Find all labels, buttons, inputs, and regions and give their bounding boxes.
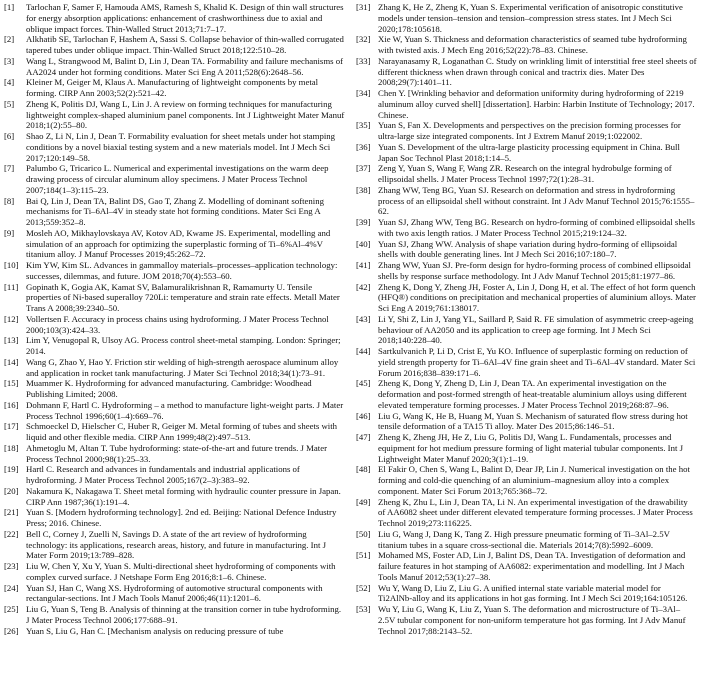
reference-entry <box>4 529 345 561</box>
reference-entry <box>4 583 345 605</box>
reference-number: [3] <box>4 55 15 66</box>
references-right-column <box>356 2 697 636</box>
reference-number: [34] <box>356 88 371 98</box>
reference-entry <box>356 411 697 433</box>
reference-number: [2] <box>4 34 15 45</box>
reference-text: Ahmetoglu M, Altan T. Tube hydroforming: state-of-the-art and future trends. J Mater Process Technol 2000;98(1):25–33. <box>26 442 328 464</box>
reference-entry <box>356 583 697 605</box>
reference-entry <box>4 400 345 422</box>
reference-entry <box>4 626 345 637</box>
reference-number: [1] <box>4 2 15 12</box>
reference-number: [18] <box>4 442 19 453</box>
reference-entry <box>4 604 345 626</box>
reference-entry <box>356 378 697 410</box>
reference-number: [9] <box>4 227 15 238</box>
reference-entry <box>4 131 345 163</box>
reference-entry <box>356 2 697 34</box>
reference-entry <box>356 314 697 346</box>
reference-text: Wu Y, Wang D, Liu Z, Liu G. A unified internal state variable material model for Ti2AlNb-alloy and its applications in hot gas forming. Int J Mech Sci 2019;164:105126. <box>378 582 688 604</box>
reference-entry <box>356 142 697 164</box>
reference-text: Zheng K, Zheng JH, He Z, Liu G, Politis DJ, Wang L. Fundamentals, processes and equipment for hot medium pressure forming of light material tubular components. Int J Lightweight Mater Manuf 2020;3(1):1–19. <box>378 432 683 464</box>
reference-text: Li Y, Shi Z, Lin J, Yang YL, Saillard P, Said R. FE simulation of asymmetric creep-ageing behaviour of AA2050 and its application to creep age forming. Int J Mech Sci 2018;140:228–40. <box>378 313 694 346</box>
reference-entry <box>4 314 345 336</box>
reference-entry <box>356 239 697 261</box>
reference-entry <box>356 163 697 185</box>
reference-entry <box>4 56 345 78</box>
reference-number: [45] <box>356 378 371 389</box>
reference-text: Bai Q, Lin J, Dean TA, Balint DS, Gao T, Zhang Z. Modelling of dominant softening mechanisms for Ti–6Al–4V in steady state hot forming conditions. Mater Sci Eng A 2013;559:352–8. <box>26 195 324 227</box>
reference-entry <box>356 550 697 582</box>
reference-entry <box>4 486 345 508</box>
reference-text: Zhang WW, Yuan SJ. Pre-form design for hydro-forming process of combined ellipsoidal shells by response surface methodology. Int J Adv Manuf Technol 2015;81:1977–86. <box>378 260 691 281</box>
reference-number: [8] <box>4 195 15 206</box>
reference-text: Liu G, Yuan S, Teng B. Analysis of thinning at the transition corner in tube hydroforming. J Mater Process Technol 2006;177:688–91. <box>26 604 342 625</box>
reference-text: Hartl C. Research and advances in fundamentals and industrial applications of hydroforming. J Mater Process Technol 2005;167(2–3):383–92. <box>26 464 300 485</box>
reference-entry <box>4 507 345 529</box>
reference-text: Vollertsen F. Accuracy in process chains using hydroforming. J Mater Process Technol 2000;103(3):424–33. <box>26 313 329 335</box>
reference-text: Yuan SJ, Zhang WW. Analysis of shape variation during hydro-forming of ellipsoidal shells with double generating lines. Int J Mech Sci 2016;107:180–7. <box>378 238 678 260</box>
reference-entry <box>4 228 345 260</box>
reference-entry <box>356 529 697 551</box>
reference-text: Xie W, Yuan S. Thickness and deformation characteristics of seamed tube hydroforming with twisted axis. J Mech Eng 2016;52(22):78–83. Chinese. <box>378 34 687 55</box>
reference-entry <box>356 346 697 378</box>
reference-entry <box>356 185 697 217</box>
reference-text: Kleiner M, Geiger M, Klaus A. Manufacturing of lightweight components by metal forming. CIRP Ann 2003;52(2):521–42. <box>26 77 319 98</box>
reference-number: [24] <box>4 582 19 593</box>
reference-text: Zhang K, He Z, Zheng K, Yuan S. Experimental verification of anisotropic constitutive models under tension–tension and tension–compression stress states. Int J Mech Sci 2020;178:105618. <box>378 2 683 34</box>
reference-entry <box>4 357 345 379</box>
reference-entry <box>356 56 697 88</box>
reference-text: Yuan S, Liu G, Han C. [Mechanism analysis on reducing pressure of tube <box>26 625 284 636</box>
reference-number: [40] <box>356 238 371 249</box>
reference-text: Wang L, Strangwood M, Balint D, Lin J, Dean TA. Formability and failure mechanisms of AA2024 under hot forming conditions. Mater Sci Eng A 2011;528(6):2648–56. <box>26 55 344 77</box>
reference-entry <box>356 88 697 120</box>
reference-number: [31] <box>356 2 371 12</box>
reference-number: [52] <box>356 582 371 593</box>
reference-text: Narayanasamy R, Loganathan C. Study on wrinkling limit of interstitial free steel sheets of different thickness when drawn through conical and tractrix dies. Mater Des 2008;29(7):1401–11. <box>378 55 697 88</box>
reference-entry <box>4 99 345 131</box>
reference-number: [44] <box>356 346 371 356</box>
reference-entry <box>356 120 697 142</box>
reference-text: Zheng K, Dong Y, Zheng JH, Foster A, Lin J, Dong H, et al. The effect of hot form quench (HFQ®) conditions on precipitation and mechanical properties of aluminium alloys. Mater Sci Eng A 2019;761:138017. <box>378 281 696 313</box>
reference-entry <box>356 260 697 282</box>
reference-number: [41] <box>356 260 371 270</box>
reference-entry <box>4 378 345 400</box>
reference-text: Gopinath K, Gogia AK, Kamat SV, Balamuralikrishnan R, Ramamurty U. Tensile properties of Ni-based superalloy 720Li: temperature and strain rate effects. Metall Mater Trans A 2008;39:2340–50. <box>26 281 340 313</box>
reference-number: [20] <box>4 485 19 496</box>
reference-number: [36] <box>356 141 371 152</box>
reference-text: Yuan SJ, Han C, Wang XS. Hydroforming of automotive structural components with rectangular-sections. Int J Mach Tools Manuf 2006;46(11):1201–6. <box>26 582 323 604</box>
reference-number: [5] <box>4 98 15 109</box>
reference-text: Shao Z, Li N, Lin J, Dean T. Formability evaluation for sheet metals under hot stamping conditions by a novel biaxial testing system and a new materials model. Int J Mech Sci 2017;120:149–58. <box>26 131 336 163</box>
reference-number: [19] <box>4 464 19 475</box>
reference-entry <box>4 196 345 228</box>
reference-number: [23] <box>4 561 19 571</box>
reference-text: Yuan S, Fan X. Developments and perspectives on the precision forming processes for ultra-large size integrated components. Int J Extrem Manuf 2019;1:022002. <box>378 120 681 141</box>
reference-text: Zheng K, Politis DJ, Wang L, Lin J. A review on forming techniques for manufacturing lightweight complex-shaped aluminium panel components. Int J Lightweight Mater Manuf 2018;1(2):55–80. <box>26 98 345 131</box>
reference-entry <box>356 604 697 636</box>
reference-entry <box>4 282 345 314</box>
reference-entry <box>356 464 697 496</box>
reference-text: Muammer K. Hydroforming for advanced manufacturing. Cambridge: Woodhead Publishing Limited; 2008. <box>26 378 312 399</box>
reference-number: [4] <box>4 77 15 88</box>
reference-text: Chen Y. [Wrinkling behavior and deformation uniformity during hydroforming of 2219 aluminum alloy curved shell] [dissertation]. Harbin: Harbin Institute of Technology; 2017. Chinese. <box>378 88 695 120</box>
reference-entry <box>4 163 345 195</box>
reference-entry <box>4 443 345 465</box>
reference-text: Bell C, Corney J, Zuelli N, Savings D. A state of the art review of hydroforming technology: its applications, research areas, history, and future in manufacturing. Int J Mater Form 2019;13:789–828. <box>26 528 326 561</box>
reference-number: [35] <box>356 120 371 131</box>
reference-number: [43] <box>356 313 371 324</box>
reference-text: Wang G, Zhao Y, Hao Y. Friction stir welding of high-strength aerospace aluminum alloy and application in rocket tank manufacturing. J Mater Sci Technol 2018;34(1):73–91. <box>26 356 339 378</box>
reference-number: [15] <box>4 378 19 389</box>
reference-text: Yuan SJ, Zhang WW, Teng BG. Research on hydro-forming of combined ellipsoidal shells with two axis length ratios. J Mater Process Technol 2015;219:124–32. <box>378 217 695 238</box>
reference-entry <box>356 497 697 529</box>
references-left-column <box>4 2 345 636</box>
reference-entry <box>356 282 697 314</box>
reference-entry <box>4 335 345 357</box>
reference-number: [6] <box>4 131 15 141</box>
reference-number: [10] <box>4 260 19 270</box>
reference-text: Palumbo G, Tricarico L. Numerical and experimental investigations on the warm deep drawing process of circular aluminum alloy specimens. J Mater Process Technol 2007;184(1–3):115–23. <box>26 163 329 195</box>
reference-text: Yuan S. Development of the ultra-large plasticity processing equipment in China. Bull Japan Soc Technol Plast 2018;1:14–5. <box>378 141 680 163</box>
reference-text: Liu W, Chen Y, Xu Y, Yuan S. Multi-directional sheet hydroforming of components with complex curved surface. J Netshape Form Eng 2016;8:1–6. Chinese. <box>26 561 336 582</box>
reference-entry <box>4 2 345 34</box>
reference-entry <box>4 464 345 486</box>
reference-number: [12] <box>4 313 19 324</box>
reference-text: Nakamura K, Nakagawa T. Sheet metal forming with hydraulic counter pressure in Japan. CIRP Ann 1987;36(1):191–4. <box>26 485 341 507</box>
reference-text: Liu G, Wang J, Dang K, Tang Z. High pressure pneumatic forming of Ti–3Al–2.5V titanium tubes in a square cross-sectional die. Materials 2014;7(8):5992–6009. <box>378 528 670 550</box>
reference-number: [46] <box>356 410 371 421</box>
reference-number: [25] <box>4 604 19 614</box>
reference-number: [26] <box>4 625 19 636</box>
reference-entry <box>356 217 697 239</box>
reference-text: Zeng Y, Yuan S, Wang F, Wang ZR. Research on the integral hydrobulge forming of ellipsoidal shells. J Mater Process Technol 1997;72(1):28–31. <box>378 163 672 184</box>
reference-text: Zheng K, Zhu L, Lin J, Dean TA, Li N. An experimental investigation of the drawability of AA6082 sheet under different elevated temperature forming processes. J Mater Process Technol 2019;273:116225. <box>378 496 693 528</box>
reference-text: Zhang WW, Teng BG, Yuan SJ. Research on deformation and stress in hydroforming process of an ellipsoidal shell without constraint. Int J Adv Manuf Technol 2015;76:1555–62. <box>378 184 695 217</box>
reference-number: [21] <box>4 507 19 518</box>
reference-number: [13] <box>4 335 19 346</box>
reference-text: Wu Y, Liu G, Wang K, Liu Z, Yuan S. The deformation and microstructure of Ti–3Al–2.5V tubular component for non-uniform temperature hot gas forming. Int J Adv Manuf Technol 2017;88:2143–52. <box>378 604 686 636</box>
reference-text: Dohmann F, Hartl C. Hydroforming – a method to manufacture light-weight parts. J Mater Process Technol 1996;60(1–4):669–76. <box>26 399 344 421</box>
reference-number: [11] <box>4 281 19 292</box>
reference-number: [16] <box>4 399 19 410</box>
reference-entry <box>356 432 697 464</box>
reference-text: Lim Y, Venugopal R, Ulsoy AG. Process control sheet-metal stamping. London: Springer; 2014. <box>26 335 341 356</box>
reference-text: Schmoeckel D, Hielscher C, Huber R, Geiger M. Metal forming of tubes and sheets with liquid and other flexible media. CIRP Ann 1999;48(2):497–513. <box>26 421 338 442</box>
reference-number: [17] <box>4 421 19 432</box>
reference-text: Mosleh AO, Mikhaylovskaya AV, Kotov AD, Kwame JS. Experimental, modelling and simulation of an approach for optimizing the superplastic forming of Ti–6%Al–4%V titanium alloy. J Manuf Processes 2019;45:262–72. <box>26 227 331 260</box>
reference-number: [32] <box>356 34 371 45</box>
reference-number: [48] <box>356 464 371 475</box>
reference-number: [22] <box>4 528 19 539</box>
reference-text: Yuan S. [Modern hydroforming technology]. 2nd ed. Beijing: National Defence Industry Press; 2016. Chinese. <box>26 507 337 528</box>
reference-entry <box>4 260 345 282</box>
reference-entry <box>4 561 345 583</box>
reference-number: [49] <box>356 496 371 507</box>
reference-entry <box>356 34 697 56</box>
reference-number: [37] <box>356 163 371 174</box>
reference-text: Tarlochan F, Samer F, Hamouda AMS, Ramesh S, Khalid K. Design of thin wall structures for energy absorption applications: enhancement of crashworthiness due to axial and oblique impact forces. Thin-Walled Struct 2013;71:7–17. <box>26 2 344 34</box>
reference-entry <box>4 77 345 99</box>
reference-text: El Fakir O, Chen S, Wang L, Balint D, Dear JP, Lin J. Numerical investigation on the hot forming and cold-die quenching of an aluminium–magnesium alloy into a complex component. Mater Sci Forum 2013;765:368–72. <box>378 464 690 496</box>
reference-text: Liu G, Wang K, He B, Huang M, Yuan S. Mechanism of saturated flow stress during hot tensile deformation of a TA15 Ti alloy. Mater Des 2015;86:146–51. <box>378 410 688 432</box>
reference-number: [7] <box>4 163 15 174</box>
reference-entry <box>4 34 345 56</box>
reference-number: [53] <box>356 604 371 614</box>
reference-entry <box>4 421 345 443</box>
reference-number: [47] <box>356 432 371 442</box>
reference-text: Zheng K, Dong Y, Zheng D, Lin J, Dean TA. An experimental investigation on the deformation and post-formed strength of heat-treatable aluminium alloys using different elevated temperature forming processes. J Mater Process Technol 2019;268:87–96. <box>378 378 687 410</box>
reference-text: Kim YW, Kim SL. Advances in gammalloy materials–processes–application technology: successes, dilemmas, and future. JOM 2018;70(4):553–60. <box>26 260 338 281</box>
reference-text: Alkhatib SE, Tarlochan F, Hashem A, Sassi S. Collapse behavior of thin-walled corrugated tapered tubes under oblique impact. Thin-Walled Struct 2018;122:510–28. <box>26 34 344 55</box>
reference-number: [38] <box>356 184 371 195</box>
reference-number: [50] <box>356 528 371 539</box>
reference-number: [42] <box>356 281 371 292</box>
reference-text: Sartkulvanich P, Li D, Crist E, Yu KO. Influence of superplastic forming on reduction of yield strength property for Ti–6Al–4V fine grain sheet and Ti–6Al–4V standard. Mater Sci Forum 2016;838–839:171–6. <box>378 346 696 378</box>
reference-number: [14] <box>4 356 19 367</box>
reference-number: [51] <box>356 550 371 561</box>
reference-number: [39] <box>356 217 371 227</box>
reference-number: [33] <box>356 55 371 66</box>
reference-text: Mohamed MS, Foster AD, Lin J, Balint DS, Dean TA. Investigation of deformation and failure features in hot stamping of AA6082: experimentation and modelling. Int J Mach Tools Manuf 2012;53(1):27–38. <box>378 550 686 582</box>
